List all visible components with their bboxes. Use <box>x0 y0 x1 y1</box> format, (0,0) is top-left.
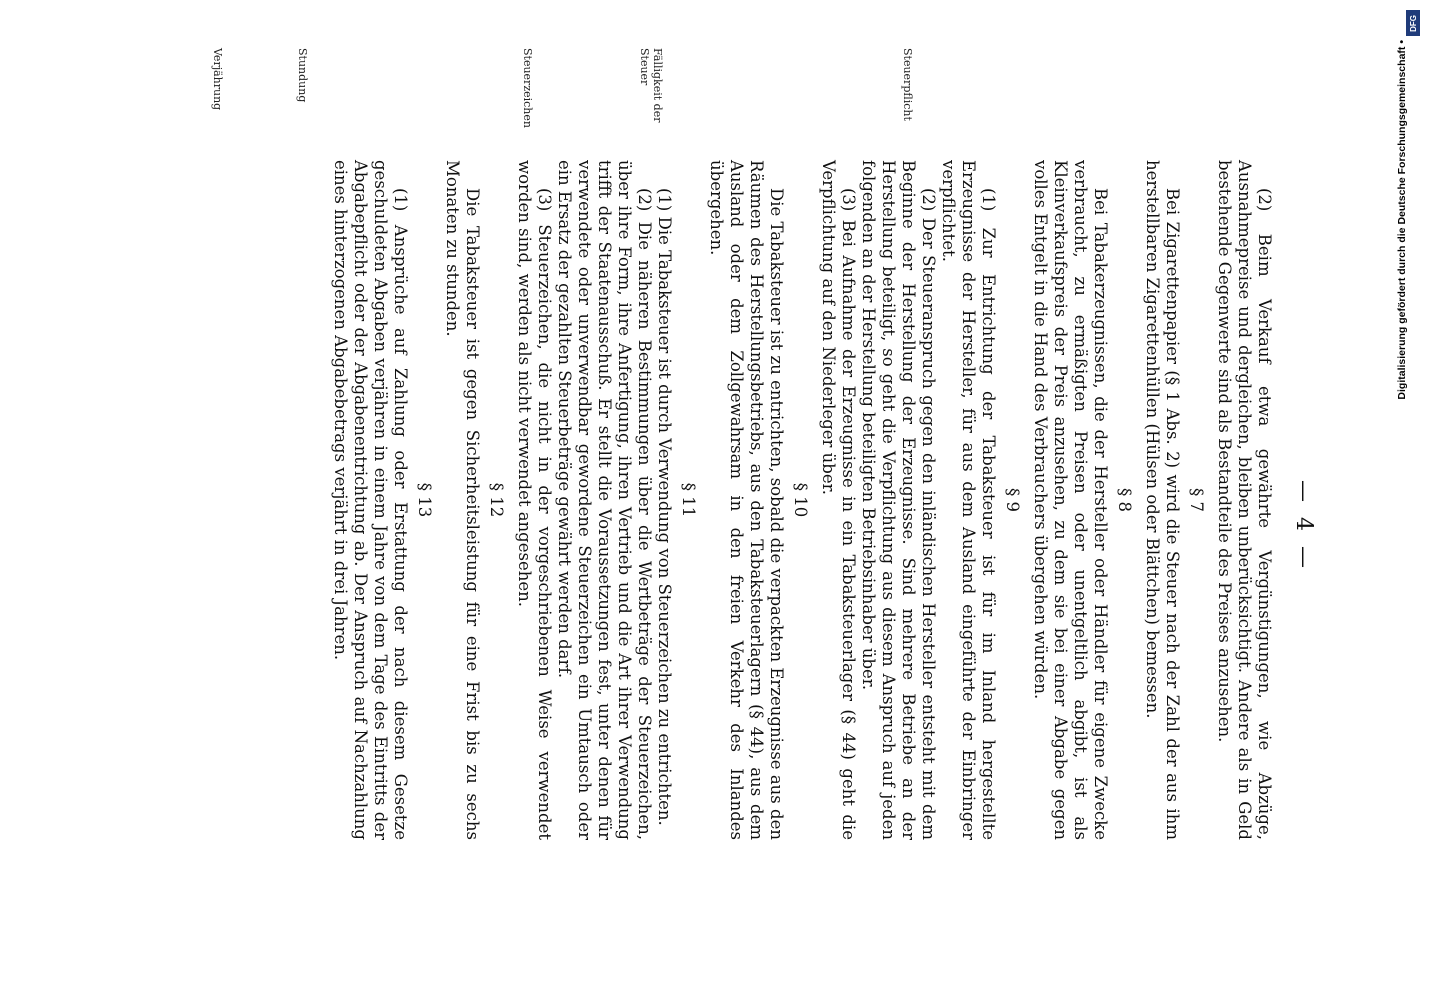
main-text <box>330 160 1274 840</box>
margin-note-steuerpflicht: Steuerpflicht <box>901 48 914 121</box>
section-7-heading: § 7 <box>1187 488 1206 512</box>
intro-paragraph: (2) Beim Verkauf etwa gewährte Vergünstigungen, wie Abzüge, Ausnahmepreise und dergleichen, bleiben unberücksichtigt. Andere als in Geld bestehende Gegenwerte sind als Bestandteile des Preises anzusehen. <box>1215 160 1274 840</box>
margin-note-faelligkeit: Fälligkeit der Steuer <box>638 48 664 123</box>
margin-note-stundung: Stundung <box>296 48 309 103</box>
section-11-p3: (3) Steuerzeichen, die nicht in der vorgeschriebenen Weise verwendet worden sind, werden als nicht verwendet angesehen. <box>515 160 554 840</box>
margin-note-verjaehrung: Verjährung <box>211 48 224 111</box>
section-9-p2: (2) Der Steueranspruch gegen den inländischen Hersteller entsteht mit dem Beginne der Herstellung der Erzeugnisse. Sind mehrere Betriebe an der Herstellung beteiligt, so geht die Verpflichtung aus diesem Anspruch auf jeden folgenden an der Herstellung beteiligten Betriebsinhaber über. <box>859 160 938 840</box>
section-12-text: Die Tabaksteuer ist gegen Sicherheitsleistung für eine Frist bis zu sechs Monaten zu stunden. <box>443 160 482 840</box>
section-9-heading: § 9 <box>1003 488 1022 512</box>
section-13-heading: § 13 <box>415 482 434 518</box>
section-11-heading: § 11 <box>679 482 698 518</box>
page-number: — 4 — <box>1291 480 1316 572</box>
section-7-text: Bei Zigarettenpapier (§ 1 Abs. 2) wird die Steuer nach der Zahl der aus ihm herstellbaren Zigarettenhüllen (Hülsen oder Blättchen) bemessen. <box>1143 160 1182 840</box>
credit-text: Digitalisierung gefördert durch die Deutsche Forschungsgemeinschaft • <box>1396 40 1408 400</box>
section-11-p2: (2) Die näheren Bestimmungen über die Wertbeträge der Steuerzeichen, über ihre Form, ihre Anfertigung, ihren Vertrieb und die Art ihrer Verwendung trifft der Staatenausschuß. Er stellt die Voraussetzungen fest, unter denen für verwendete oder unverwendbar gewordene Steuerzeichen ein Umtausch oder ein Ersatz der gezahlten Steuerbeträge gewährt werden darf. <box>555 160 654 840</box>
digitization-credit <box>1396 40 1420 420</box>
section-9-p3: (3) Bei Aufnahme der Erzeugnisse in ein Tabaksteuerlager (§ 44) geht die Verpflichtung auf den Niederleger über. <box>819 160 858 840</box>
section-12-heading: § 12 <box>487 482 506 518</box>
section-11-p1: (1) Die Tabaksteuer ist durch Verwendung von Steuerzeichen zu entrichten. <box>655 188 674 826</box>
section-9-p1: (1) Zur Entrichtung der Tabaksteuer ist für im Inland hergestellte Erzeugnisse der Hersteller, für aus dem Ausland eingeführte der Einbringer verpflichtet. <box>939 160 998 840</box>
margin-note-steuerzeichen: Steuerzeichen <box>521 48 534 128</box>
section-13-p1: (1) Ansprüche auf Zahlung oder Erstattung der nach diesem Gesetze geschuldeten Abgaben verjähren in einem Jahre von dem Tage des Eintritts der Abgabepflicht oder der Abgabenentrichtung ab. Der Anspruch auf Nachzahlung eines hinterzogenen Abgabebetrags verjährt in drei Jahren. <box>331 160 410 840</box>
section-10-heading: § 10 <box>791 482 810 518</box>
section-10-text: Die Tabaksteuer ist zu entrichten, sobald die verpackten Erzeugnisse aus den Räumen des Herstellungsbetriebs, aus den Tabaksteuerlagern (§ 44), aus dem Ausland oder dem Zollgewahrsam in den freien Verkehr des Inlandes übergehen. <box>707 160 786 840</box>
dfg-logo-badge <box>1406 10 1420 36</box>
section-8-text: Bei Tabakerzeugnissen, die der Hersteller oder Händler für eigene Zwecke verbraucht, zu ermäßigten Preisen oder unentgeltlich abgibt, ist als Kleinverkaufspreis der Preis anzusehen, zu dem sie bei einer Abgabe gegen volles Entgelt in die Hand des Verbrauchers übergehen würden. <box>1031 160 1110 840</box>
section-8-heading: § 8 <box>1115 488 1134 512</box>
dfg-badge-text: DFG <box>1408 14 1418 32</box>
